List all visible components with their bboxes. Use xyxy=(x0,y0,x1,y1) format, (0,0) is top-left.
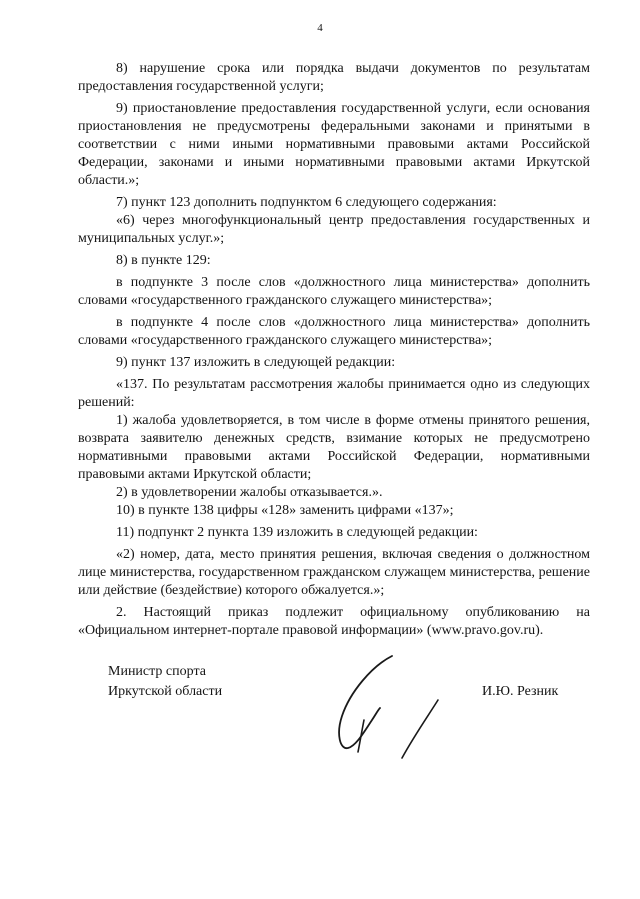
paragraph-item-9: 9) приостановление предоставления государственной услуги, если основания приостановления не предусмотрены федеральными законами и принятыми в соответствии с ними иными нормативными правовыми актами Российской Федерации, законами и иными нормативными правовыми актами Иркутской области.»; xyxy=(78,101,590,188)
paragraph-amend-138: 10) в пункте 138 цифры «128» заменить цифрами «137»; xyxy=(116,503,454,518)
paragraph-decision-1: 1) жалоба удовлетворяется, в том числе в форме отмены принятого решения, возврата заявителю денежных средств, взимание которых не предусмотрено нормативными правовыми актами Российской Федерации, нормативными правовыми актами Иркутской области; xyxy=(78,413,590,482)
signer-position xyxy=(108,662,222,702)
signer-position-line2: Иркутской области xyxy=(108,684,223,699)
paragraph-amend-129: 8) в пункте 129: xyxy=(116,253,211,268)
paragraph-amend-139: 11) подпункт 2 пункта 139 изложить в следующей редакции: xyxy=(116,525,478,540)
paragraph-decision-2: 2) в удовлетворении жалобы отказывается.». xyxy=(116,485,383,500)
document-body xyxy=(78,60,590,644)
paragraph-publication: 2. Настоящий приказ подлежит официальному опубликованию на «Официальном интернет-портале правовой информации» (www.pravo.gov.ru). xyxy=(78,605,590,638)
handwritten-signature xyxy=(320,650,460,770)
paragraph-subitem-6: «6) через многофункциональный центр предоставления государственных и муниципальных услуг.»; xyxy=(78,213,590,246)
signer-name: И.Ю. Резник xyxy=(482,684,559,699)
paragraph-subitem-3: в подпункте 3 после слов «должностного лица министерства» дополнить словами «государственного гражданского служащего министерства»; xyxy=(78,275,590,308)
paragraph-item-8: 8) нарушение срока или порядка выдачи документов по результатам предоставления государственной услуги; xyxy=(78,61,590,94)
paragraph-subitem-4: в подпункте 4 после слов «должностного лица министерства» дополнить словами «государственного гражданского служащего министерства»; xyxy=(78,315,590,348)
signer-position-line1: Министр спорта xyxy=(108,664,206,679)
paragraph-137-text: «137. По результатам рассмотрения жалобы принимается одно из следующих решений: xyxy=(78,377,590,410)
paragraph-amend-137: 9) пункт 137 изложить в следующей редакции: xyxy=(116,355,396,370)
paragraph-139-text: «2) номер, дата, место принятия решения, включая сведения о должностном лице министерства, государственном гражданском служащем министерства, решение или действие (бездействие) которого обжалуется.»; xyxy=(78,547,590,598)
page-number: 4 xyxy=(317,22,323,34)
paragraph-amend-123: 7) пункт 123 дополнить подпунктом 6 следующего содержания: xyxy=(116,195,497,210)
